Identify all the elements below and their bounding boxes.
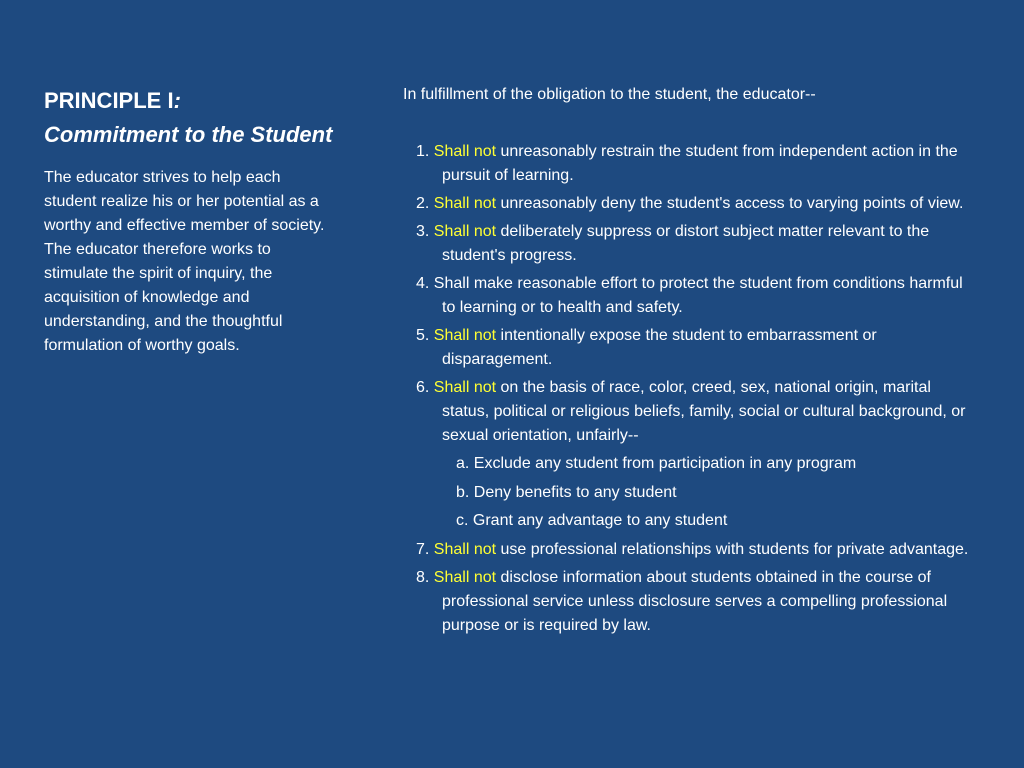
- obligation-number: 2.: [416, 195, 430, 212]
- obligation-text: intentionally expose the student to embarrassment or disparagement.: [442, 327, 877, 368]
- obligation-item-8: [416, 566, 976, 638]
- shall-not-highlight: Shall not: [433, 327, 497, 344]
- sub-obligation-b: b. Deny benefits to any student: [456, 483, 677, 501]
- obligation-text: unreasonably deny the student's access to varying points of view.: [496, 195, 964, 212]
- shall-not-highlight: Shall not: [433, 568, 497, 586]
- obligation-item-6: [416, 376, 976, 448]
- obligation-item-5: [416, 324, 976, 372]
- obligation-text: Shall make reasonable effort to protect the student from conditions harmful to learning or to health and safety.: [433, 275, 963, 316]
- shall-not-highlight: Shall not: [433, 379, 497, 396]
- shall-not-highlight: Shall not: [433, 195, 497, 212]
- principle-description: The educator strives to help each student realize his or her potential as a worthy and effective member of society. The educator therefore works to stimulate the spirit of inquiry, the acquisition of knowledge and understanding, and the thoughtful formulation of worthy goals.: [44, 169, 325, 354]
- sub-obligation-c: c. Grant any advantage to any student: [456, 512, 728, 529]
- obligation-number: 6.: [416, 379, 430, 396]
- obligation-item-4: [416, 272, 976, 320]
- obligation-item-1: [416, 140, 976, 188]
- obligation-text: unreasonably restrain the student from independent action in the pursuit of learning.: [442, 143, 958, 184]
- sub-obligation-a: a. Exclude any student from participation in any program: [456, 455, 857, 472]
- intro-text: In fulfillment of the obligation to the student, the educator--: [403, 86, 816, 103]
- principle-subtitle: Commitment to the Student: [44, 122, 333, 147]
- obligation-text: disclose information about students obtained in the course of professional service unless disclosure serves a compelling professional purpose or is required by law.: [442, 568, 948, 634]
- principle-panel: [44, 84, 340, 358]
- obligation-text: on the basis of race, color, creed, sex, national origin, marital status, political or religious beliefs, family, social or cultural background, or sexual orientation, unfairly--: [442, 379, 966, 444]
- obligation-text: use professional relationships with students for private advantage.: [496, 540, 969, 558]
- principle-label: PRINCIPLE I: [44, 88, 174, 113]
- shall-not-highlight: Shall not: [433, 540, 497, 558]
- obligation-text: deliberately suppress or distort subject matter relevant to the student's progress.: [442, 223, 930, 264]
- obligation-item-2: [416, 192, 976, 216]
- obligation-number: 7.: [416, 540, 430, 558]
- shall-not-highlight: Shall not: [433, 143, 497, 160]
- obligation-number: 3.: [416, 223, 430, 240]
- obligation-list: [416, 140, 976, 642]
- obligation-number: 8.: [416, 568, 430, 586]
- obligation-item-3: [416, 220, 976, 268]
- obligation-item-7: [416, 538, 976, 562]
- obligation-number: 1.: [416, 143, 430, 160]
- shall-not-highlight: Shall not: [433, 223, 497, 240]
- principle-colon: :: [173, 88, 181, 113]
- principle-title: [44, 84, 340, 152]
- obligation-number: 4.: [416, 275, 430, 292]
- obligation-number: 5.: [416, 327, 430, 344]
